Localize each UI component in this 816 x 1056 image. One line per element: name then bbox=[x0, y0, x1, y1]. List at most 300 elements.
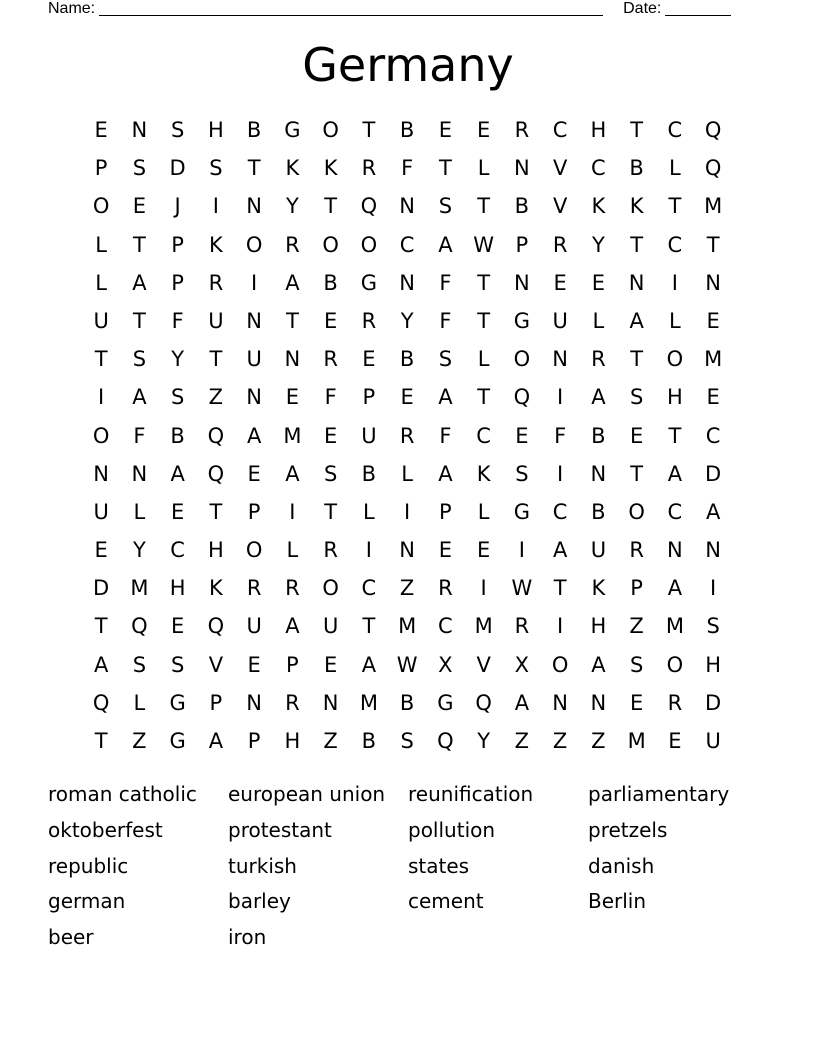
grid-letter: V bbox=[552, 194, 568, 219]
grid-letter: E bbox=[323, 308, 338, 333]
grid-letter: S bbox=[132, 156, 147, 181]
grid-letter: P bbox=[94, 156, 108, 181]
grid-letter: I bbox=[98, 385, 105, 410]
word-list-item: protestant bbox=[228, 817, 332, 842]
grid-letter: E bbox=[476, 538, 491, 563]
grid-letter: H bbox=[590, 614, 607, 639]
grid-letter: R bbox=[629, 538, 644, 563]
grid-letter: R bbox=[285, 232, 300, 257]
grid-letter: B bbox=[514, 194, 530, 219]
grid-letter: R bbox=[399, 423, 415, 448]
grid-letter: Y bbox=[400, 308, 414, 333]
grid-letter: T bbox=[132, 232, 146, 257]
word-list-item: Berlin bbox=[588, 889, 647, 914]
grid-letter: O bbox=[513, 347, 531, 372]
grid-letter: Q bbox=[513, 385, 531, 410]
grid-letter: E bbox=[362, 347, 376, 372]
grid-letter: L bbox=[592, 308, 605, 333]
grid-letter: X bbox=[438, 652, 453, 677]
grid-letter: D bbox=[169, 156, 186, 181]
grid-letter: G bbox=[169, 690, 186, 715]
grid-letter: O bbox=[628, 499, 645, 524]
grid-letter: D bbox=[705, 690, 722, 715]
grid-letter: K bbox=[591, 194, 606, 219]
word-list-item: pretzels bbox=[588, 817, 668, 842]
grid-letter: W bbox=[511, 576, 533, 601]
grid-letter: O bbox=[322, 232, 339, 257]
grid-letter: R bbox=[246, 576, 262, 601]
grid-letter: K bbox=[629, 194, 644, 219]
grid-letter: E bbox=[591, 270, 606, 295]
grid-letter: T bbox=[209, 347, 223, 372]
grid-letter: A bbox=[629, 308, 644, 333]
grid-letter: S bbox=[629, 385, 644, 410]
worksheet-header bbox=[48, 0, 748, 20]
grid-letter: U bbox=[208, 308, 224, 333]
grid-letter: I bbox=[404, 499, 411, 524]
grid-letter: T bbox=[94, 347, 108, 372]
grid-letter: A bbox=[170, 461, 185, 486]
grid-letter: Z bbox=[629, 614, 644, 639]
grid-letter: N bbox=[131, 118, 148, 142]
grid-letter: P bbox=[439, 499, 452, 524]
grid-letter: E bbox=[170, 499, 185, 524]
page-title: Germany bbox=[302, 38, 514, 92]
grid-letter: P bbox=[630, 576, 643, 601]
grid-letter: N bbox=[514, 270, 530, 295]
grid-letter: F bbox=[133, 423, 146, 448]
grid-letter: D bbox=[705, 461, 722, 486]
grid-letter: A bbox=[246, 423, 262, 448]
grid-letter: T bbox=[706, 232, 720, 257]
grid-letter: E bbox=[476, 118, 491, 142]
grid-letter: U bbox=[705, 729, 721, 753]
grid-letter: S bbox=[400, 729, 414, 753]
grid-letter: E bbox=[400, 385, 414, 410]
grid-letter: A bbox=[591, 652, 606, 677]
word-list-item: reunification bbox=[408, 782, 534, 806]
grid-letter: V bbox=[208, 652, 224, 677]
grid-letter: T bbox=[209, 499, 223, 524]
grid-letter: O bbox=[322, 576, 339, 601]
grid-letter: A bbox=[667, 576, 683, 601]
grid-letter: A bbox=[438, 461, 453, 486]
grid-letter: T bbox=[630, 347, 644, 372]
word-list-item: iron bbox=[228, 925, 267, 950]
grid-letter: F bbox=[439, 423, 452, 448]
grid-letter: E bbox=[247, 652, 261, 677]
grid-letter: T bbox=[285, 308, 299, 333]
grid-letter: M bbox=[704, 347, 723, 372]
grid-letter: E bbox=[629, 690, 644, 715]
grid-letter: R bbox=[552, 232, 568, 257]
grid-letter: S bbox=[438, 347, 453, 372]
grid-letter: W bbox=[473, 232, 494, 257]
grid-letter: Z bbox=[514, 729, 530, 753]
word-list-item: parliamentary bbox=[588, 782, 730, 806]
grid-letter: A bbox=[361, 652, 377, 677]
grid-letter: H bbox=[590, 118, 607, 142]
word-list-item: european union bbox=[228, 782, 386, 806]
grid-letter: I bbox=[557, 461, 564, 486]
grid-letter: L bbox=[477, 347, 490, 372]
grid-letter: U bbox=[93, 499, 109, 524]
grid-letter: P bbox=[247, 499, 261, 524]
grid-letter: V bbox=[552, 156, 568, 181]
grid-letter: L bbox=[477, 156, 490, 181]
letter-grid bbox=[82, 111, 732, 760]
grid-letter: B bbox=[170, 423, 185, 448]
grid-letter: Z bbox=[208, 385, 224, 410]
grid-letter: Q bbox=[704, 118, 722, 142]
name-field[interactable] bbox=[99, 0, 603, 16]
grid-letter: D bbox=[93, 576, 110, 601]
grid-letter: W bbox=[396, 652, 418, 677]
grid-letter: B bbox=[323, 270, 338, 295]
grid-letter: P bbox=[209, 690, 223, 715]
grid-letter: U bbox=[361, 423, 377, 448]
grid-letter: R bbox=[438, 576, 453, 601]
grid-letter: S bbox=[515, 461, 529, 486]
grid-letter: A bbox=[285, 614, 300, 639]
grid-letter: C bbox=[667, 232, 683, 257]
grid-letter: U bbox=[246, 347, 262, 372]
grid-letter: C bbox=[552, 499, 568, 524]
grid-letter: T bbox=[477, 308, 491, 333]
grid-letter: Q bbox=[92, 690, 110, 715]
grid-letter: I bbox=[212, 194, 219, 219]
grid-letter: S bbox=[629, 652, 644, 677]
grid-letter: K bbox=[285, 156, 300, 181]
grid-letter: E bbox=[285, 385, 300, 410]
grid-letter: S bbox=[170, 385, 185, 410]
word-list-item: barley bbox=[228, 889, 291, 914]
grid-letter: Y bbox=[132, 538, 146, 563]
grid-letter: Z bbox=[132, 729, 147, 753]
grid-letter: H bbox=[169, 576, 186, 601]
grid-letter: Q bbox=[207, 461, 225, 486]
grid-letter: M bbox=[704, 194, 723, 219]
grid-letter: M bbox=[398, 614, 417, 639]
grid-letter: S bbox=[706, 614, 720, 639]
grid-letter: H bbox=[705, 652, 722, 677]
grid-letter: L bbox=[401, 461, 413, 486]
grid-letter: L bbox=[477, 499, 490, 524]
grid-letter: R bbox=[591, 347, 606, 372]
grid-letter: O bbox=[666, 652, 684, 677]
grid-letter: K bbox=[591, 576, 606, 601]
grid-letter: O bbox=[92, 423, 110, 448]
grid-letter: C bbox=[170, 538, 185, 563]
grid-letter: I bbox=[365, 538, 372, 563]
grid-letter: L bbox=[363, 499, 375, 524]
grid-letter: I bbox=[480, 576, 487, 601]
grid-letter: S bbox=[209, 156, 223, 181]
grid-letter: T bbox=[324, 499, 338, 524]
grid-letter: R bbox=[208, 270, 224, 295]
date-field[interactable] bbox=[665, 0, 731, 16]
date-label: Date: bbox=[623, 0, 662, 17]
grid-letter: E bbox=[553, 270, 567, 295]
word-list bbox=[48, 777, 768, 956]
grid-letter: G bbox=[169, 729, 186, 753]
grid-letter: B bbox=[399, 118, 415, 142]
grid-letter: A bbox=[705, 499, 721, 524]
grid-letter: E bbox=[438, 118, 453, 142]
grid-letter: E bbox=[323, 652, 338, 677]
grid-letter: E bbox=[515, 423, 529, 448]
grid-letter: L bbox=[669, 156, 681, 181]
grid-letter: F bbox=[554, 423, 567, 448]
grid-letter: Q bbox=[207, 614, 225, 639]
grid-letter: C bbox=[476, 423, 491, 448]
grid-letter: E bbox=[438, 538, 453, 563]
grid-letter: E bbox=[170, 614, 185, 639]
grid-letter: L bbox=[133, 499, 146, 524]
grid-letter: F bbox=[324, 385, 337, 410]
grid-letter: T bbox=[132, 308, 146, 333]
grid-letter: T bbox=[477, 385, 491, 410]
grid-letter: T bbox=[94, 729, 108, 753]
grid-letter: R bbox=[285, 690, 300, 715]
grid-letter: R bbox=[667, 690, 683, 715]
grid-letter: V bbox=[476, 652, 491, 677]
grid-letter: Z bbox=[591, 729, 606, 753]
grid-letter: Y bbox=[285, 194, 299, 219]
grid-letter: M bbox=[627, 729, 646, 753]
grid-letter: U bbox=[246, 614, 262, 639]
grid-letter: E bbox=[629, 423, 644, 448]
grid-letter: O bbox=[322, 118, 339, 142]
grid-letter: N bbox=[399, 270, 415, 295]
grid-letter: T bbox=[630, 232, 644, 257]
grid-letter: H bbox=[284, 729, 301, 753]
grid-letter: Q bbox=[475, 690, 492, 715]
grid-letter: Y bbox=[591, 232, 605, 257]
grid-letter: I bbox=[251, 270, 258, 295]
word-list-item: republic bbox=[48, 853, 129, 878]
grid-letter: A bbox=[208, 729, 224, 753]
grid-letter: O bbox=[666, 347, 684, 372]
grid-letter: A bbox=[132, 385, 147, 410]
grid-letter: S bbox=[132, 652, 147, 677]
grid-letter: N bbox=[552, 347, 568, 372]
grid-letter: A bbox=[438, 385, 453, 410]
grid-letter: M bbox=[283, 423, 302, 448]
grid-letter: Z bbox=[399, 576, 415, 601]
grid-letter: U bbox=[552, 308, 568, 333]
grid-letter: Q bbox=[360, 194, 378, 219]
grid-letter: N bbox=[590, 461, 607, 486]
grid-letter: L bbox=[95, 232, 107, 257]
grid-letter: I bbox=[671, 270, 678, 295]
grid-letter: R bbox=[361, 308, 377, 333]
grid-letter: T bbox=[94, 614, 108, 639]
grid-letter: S bbox=[438, 194, 453, 219]
grid-letter: N bbox=[246, 308, 262, 333]
grid-letter: C bbox=[438, 614, 453, 639]
grid-letter: L bbox=[95, 270, 107, 295]
grid-letter: O bbox=[551, 652, 569, 677]
grid-letter: J bbox=[174, 194, 181, 219]
grid-letter: S bbox=[170, 118, 185, 142]
grid-letter: B bbox=[591, 499, 606, 524]
grid-letter: T bbox=[668, 423, 682, 448]
grid-letter: K bbox=[323, 156, 338, 181]
grid-letter: P bbox=[171, 232, 184, 257]
grid-letter: R bbox=[323, 538, 338, 563]
grid-letter: S bbox=[323, 461, 338, 486]
grid-letter: T bbox=[553, 576, 567, 601]
grid-letter: N bbox=[322, 690, 339, 715]
grid-letter: A bbox=[667, 461, 683, 486]
grid-letter: Y bbox=[477, 729, 491, 753]
grid-letter: G bbox=[513, 308, 531, 333]
grid-letter: T bbox=[438, 156, 452, 181]
grid-letter: C bbox=[361, 576, 377, 601]
grid-letter: R bbox=[514, 614, 530, 639]
word-list-item: states bbox=[408, 853, 470, 878]
grid-letter: T bbox=[630, 118, 644, 142]
grid-letter: E bbox=[706, 308, 720, 333]
grid-letter: C bbox=[705, 423, 721, 448]
grid-letter: K bbox=[476, 461, 491, 486]
grid-letter: O bbox=[360, 232, 378, 257]
grid-letter: E bbox=[94, 538, 108, 563]
grid-letter: E bbox=[94, 118, 108, 142]
word-list-item: pollution bbox=[408, 817, 496, 842]
grid-letter: R bbox=[361, 156, 377, 181]
grid-letter: N bbox=[705, 270, 721, 295]
grid-letter: A bbox=[438, 232, 453, 257]
grid-letter: Q bbox=[704, 156, 722, 181]
grid-letter: H bbox=[207, 538, 224, 563]
word-list-item: oktoberfest bbox=[48, 817, 163, 842]
grid-letter: R bbox=[285, 576, 300, 601]
grid-letter: B bbox=[399, 347, 415, 372]
grid-letter: C bbox=[667, 499, 683, 524]
grid-letter: L bbox=[133, 690, 146, 715]
grid-letter: G bbox=[437, 690, 454, 715]
grid-letter: F bbox=[439, 308, 452, 333]
grid-letter: N bbox=[705, 538, 721, 563]
grid-letter: X bbox=[514, 652, 530, 677]
grid-letter: U bbox=[590, 538, 607, 563]
grid-letter: P bbox=[247, 729, 261, 753]
grid-letter: C bbox=[667, 118, 683, 142]
grid-letter: E bbox=[668, 729, 682, 753]
grid-letter: B bbox=[399, 690, 415, 715]
grid-letter: I bbox=[557, 385, 564, 410]
grid-letter: I bbox=[710, 576, 717, 601]
grid-letter: N bbox=[93, 461, 109, 486]
word-list-item: roman catholic bbox=[48, 782, 197, 806]
word-list-item: beer bbox=[48, 925, 94, 950]
grid-letter: A bbox=[514, 690, 530, 715]
grid-letter: C bbox=[552, 118, 568, 142]
word-list-item: german bbox=[48, 889, 126, 914]
grid-letter: O bbox=[245, 232, 263, 257]
grid-letter: I bbox=[518, 538, 525, 563]
grid-letter: M bbox=[359, 690, 378, 715]
grid-letter: F bbox=[439, 270, 452, 295]
grid-letter: Y bbox=[171, 347, 185, 372]
grid-letter: G bbox=[284, 118, 301, 142]
grid-letter: N bbox=[399, 194, 415, 219]
grid-letter: E bbox=[323, 423, 338, 448]
grid-letter: H bbox=[207, 118, 224, 142]
word-list-item: danish bbox=[588, 853, 655, 878]
grid-letter: N bbox=[131, 461, 148, 486]
word-list-item: cement bbox=[408, 889, 484, 914]
grid-letter: P bbox=[515, 232, 529, 257]
grid-letter: N bbox=[284, 347, 301, 372]
grid-letter: T bbox=[477, 270, 491, 295]
grid-letter: Z bbox=[323, 729, 338, 753]
grid-letter: P bbox=[171, 270, 184, 295]
grid-letter: M bbox=[474, 614, 493, 639]
grid-letter: A bbox=[93, 652, 109, 677]
grid-letter: R bbox=[323, 347, 338, 372]
grid-letter: G bbox=[513, 499, 531, 524]
grid-letter: B bbox=[591, 423, 606, 448]
grid-letter: S bbox=[132, 347, 147, 372]
grid-letter: T bbox=[362, 118, 376, 142]
grid-letter: G bbox=[360, 270, 378, 295]
grid-letter: M bbox=[665, 614, 684, 639]
grid-letter: N bbox=[514, 156, 530, 181]
grid-letter: B bbox=[361, 461, 377, 486]
word-list-item: turkish bbox=[228, 853, 297, 878]
grid-letter: T bbox=[247, 156, 261, 181]
grid-letter: Q bbox=[437, 729, 454, 753]
grid-letter: N bbox=[552, 690, 568, 715]
grid-letter: F bbox=[171, 308, 184, 333]
grid-letter: T bbox=[477, 194, 491, 219]
grid-letter: M bbox=[130, 576, 149, 601]
grid-letter: R bbox=[514, 118, 530, 142]
grid-letter: A bbox=[285, 270, 300, 295]
grid-letter: N bbox=[590, 690, 607, 715]
grid-letter: Q bbox=[131, 614, 148, 639]
grid-letter: T bbox=[362, 614, 376, 639]
grid-letter: E bbox=[706, 385, 720, 410]
grid-letter: E bbox=[247, 461, 261, 486]
grid-letter: N bbox=[628, 270, 645, 295]
grid-letter: I bbox=[557, 614, 564, 639]
grid-letter: P bbox=[286, 652, 299, 677]
grid-letter: U bbox=[93, 308, 109, 333]
grid-letter: N bbox=[667, 538, 683, 563]
grid-letter: B bbox=[361, 729, 377, 753]
grid-letter: L bbox=[669, 308, 681, 333]
grid-letter: O bbox=[92, 194, 110, 219]
grid-letter: Q bbox=[207, 423, 225, 448]
grid-letter: I bbox=[289, 499, 296, 524]
grid-letter: T bbox=[630, 461, 644, 486]
grid-letter: N bbox=[246, 385, 262, 410]
grid-letter: A bbox=[591, 385, 606, 410]
grid-letter: Z bbox=[552, 729, 568, 753]
name-label: Name: bbox=[48, 0, 96, 17]
grid-letter: C bbox=[399, 232, 415, 257]
grid-letter: K bbox=[208, 576, 223, 601]
grid-letter: O bbox=[245, 538, 263, 563]
grid-letter: B bbox=[246, 118, 262, 142]
grid-letter: T bbox=[324, 194, 338, 219]
grid-letter: B bbox=[629, 156, 644, 181]
grid-letter: L bbox=[286, 538, 299, 563]
